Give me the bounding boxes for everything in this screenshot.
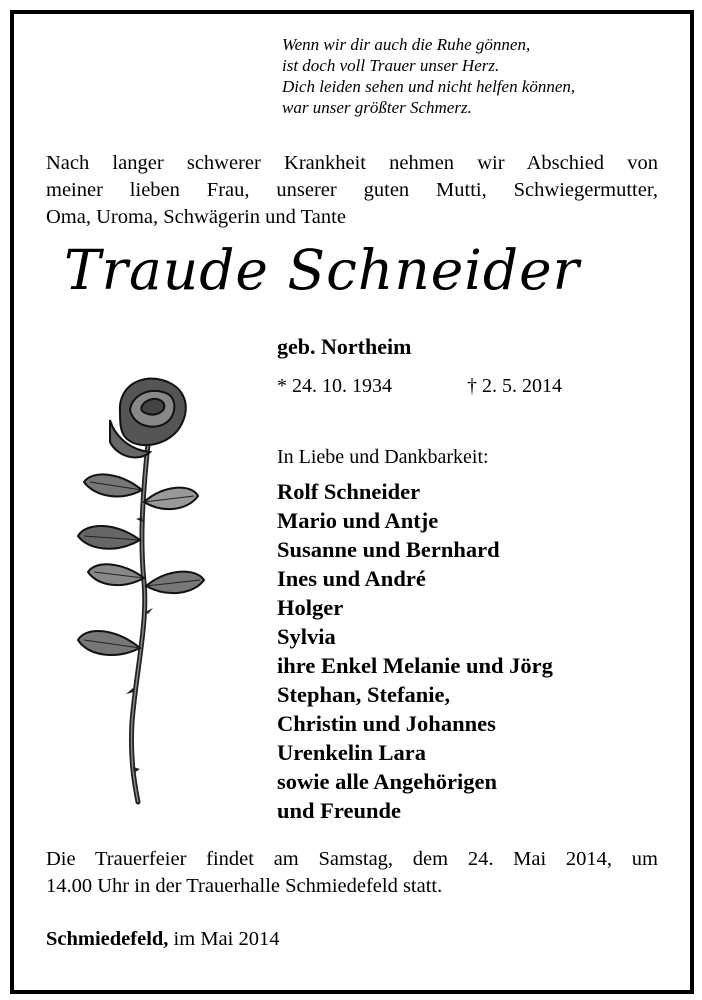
intro-line: Oma, Uroma, Schwägerin und Tante bbox=[46, 206, 346, 228]
mourner-name: Mario und Antje bbox=[277, 508, 439, 533]
mourner-name: Christin und Johannes bbox=[277, 711, 496, 736]
mourners-list bbox=[277, 477, 553, 825]
intro-line: Nach langer schwerer Krankheit nehmen wir Abschied von bbox=[46, 152, 658, 174]
place-name: Schmiedefeld, bbox=[46, 928, 169, 950]
poem-line: Wenn wir dir auch die Ruhe gönnen, bbox=[282, 35, 531, 54]
place-date bbox=[46, 928, 279, 951]
mourner-name: Ines und André bbox=[277, 566, 426, 591]
rose-icon bbox=[70, 372, 220, 812]
poem bbox=[282, 34, 672, 118]
poem-line: Dich leiden sehen und nicht helfen können, bbox=[282, 77, 576, 96]
intro-text bbox=[46, 150, 658, 231]
closing-date: im Mai 2014 bbox=[173, 928, 280, 950]
poem-line: war unser größter Schmerz. bbox=[282, 98, 472, 117]
intro-line: meiner lieben Frau, unserer guten Mutti, Schwiegermutter, bbox=[46, 179, 658, 201]
mourner-name: Rolf Schneider bbox=[277, 479, 421, 504]
funeral-line: Die Trauerfeier findet am Samstag, dem 24. Mai 2014, um bbox=[46, 848, 658, 870]
mourner-name: Susanne und Bernhard bbox=[277, 537, 500, 562]
mourner-name: sowie alle Angehörigen bbox=[277, 769, 497, 794]
death-date: † 2. 5. 2014 bbox=[467, 375, 562, 397]
deceased-name: Traude Schneider bbox=[64, 238, 580, 302]
mourner-name: Sylvia bbox=[277, 624, 336, 649]
funeral-notice bbox=[46, 846, 658, 900]
mourner-name: Urenkelin Lara bbox=[277, 740, 426, 765]
mourner-name: ihre Enkel Melanie und Jörg bbox=[277, 653, 553, 678]
life-dates bbox=[277, 375, 607, 398]
maiden-name: geb. Northeim bbox=[277, 334, 412, 359]
poem-line: ist doch voll Trauer unser Herz. bbox=[282, 56, 500, 75]
mourner-name: und Freunde bbox=[277, 798, 402, 823]
mourner-name: Stephan, Stefanie, bbox=[277, 682, 451, 707]
birth-date: * 24. 10. 1934 bbox=[277, 375, 392, 397]
mourner-name: Holger bbox=[277, 595, 344, 620]
funeral-line: 14.00 Uhr in der Trauerhalle Schmiedefeld statt. bbox=[46, 875, 443, 897]
mourners-heading: In Liebe und Dankbarkeit: bbox=[277, 446, 489, 468]
